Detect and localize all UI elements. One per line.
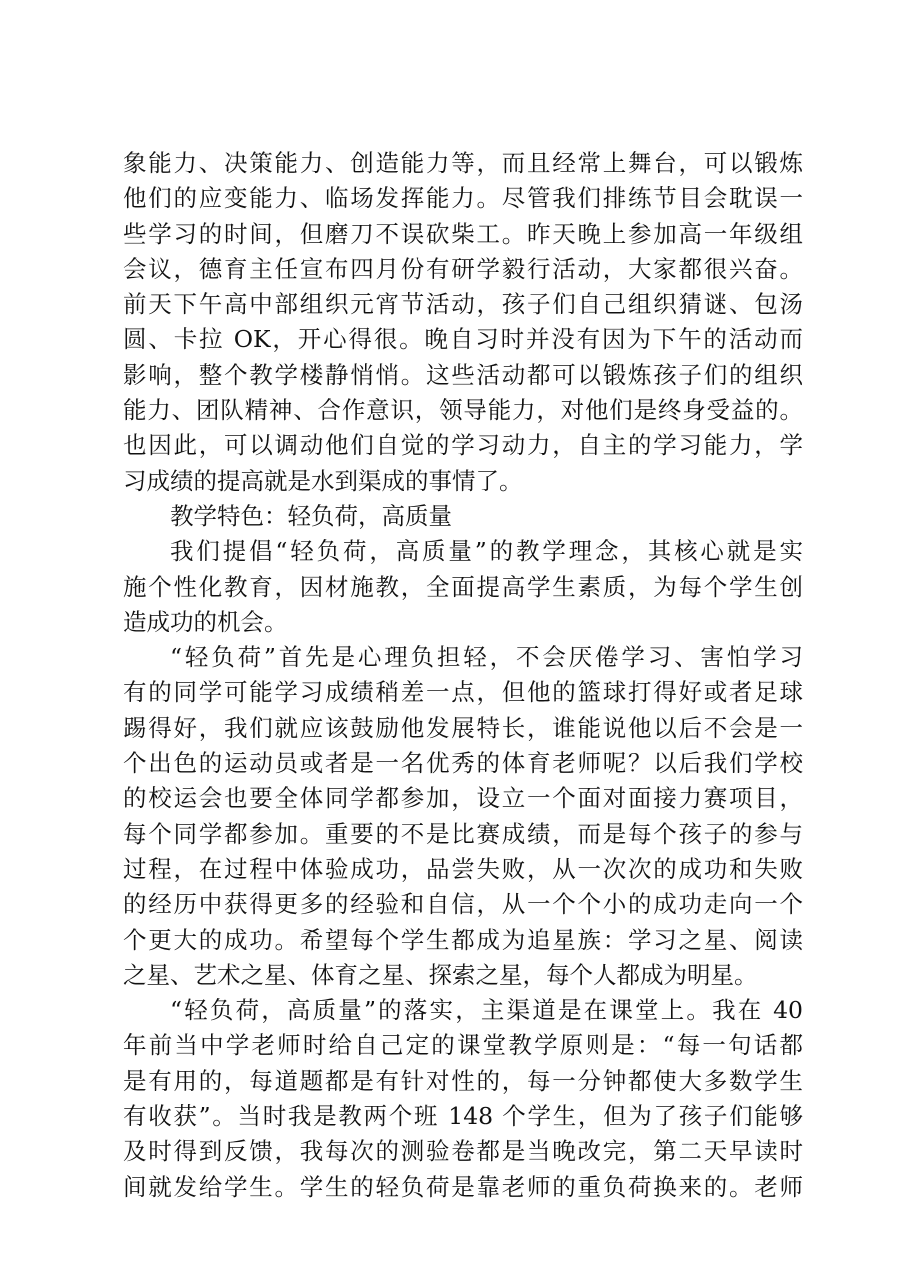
text-line: “轻负荷，高质量”的落实，主渠道是在课堂上。我在 40 <box>170 996 803 1025</box>
text-line: 的校运会也要全体同学都参加，设立一个面对面接力赛项目， <box>123 784 803 813</box>
text-line: 前天下午高中部组织元宵节活动，孩子们自己组织猜谜、包汤 <box>123 290 803 319</box>
text-line: 影响，整个教学楼静悄悄。这些活动都可以锻炼孩子们的组织 <box>123 360 803 389</box>
text-line: 之星、艺术之星、体育之星、探索之星，每个人都成为明星。 <box>123 960 758 989</box>
text-line: 是有用的，每道题都是有针对性的，每一分钟都使大多数学生 <box>123 1066 803 1095</box>
text-line: 能力、团队精神、合作意识，领导能力，对他们是终身受益的。 <box>123 396 803 425</box>
text-line: 年前当中学老师时给自己定的课堂教学原则是：“每一句话都 <box>123 1031 803 1060</box>
text-line: 个出色的运动员或者是一名优秀的体育老师呢？以后我们学校 <box>123 749 803 778</box>
text-line: 施个性化教育，因材施教，全面提高学生素质，为每个学生创 <box>123 572 803 601</box>
text-line: 我们提倡“轻负荷，高质量”的教学理念，其核心就是实 <box>170 537 803 566</box>
text-line: 习成绩的提高就是水到渠成的事情了。 <box>123 466 523 495</box>
text-line: 有的同学可能学习成绩稍差一点，但他的篮球打得好或者足球 <box>123 678 803 707</box>
text-line: 象能力、决策能力、创造能力等，而且经常上舞台，可以锻炼 <box>123 149 803 177</box>
text-line: 及时得到反馈，我每次的测验卷都是当晚改完，第二天早读时 <box>123 1137 803 1166</box>
text-line: 有收获”。当时我是教两个班 148 个学生，但为了孩子们能够 <box>123 1102 803 1131</box>
text-line: 过程，在过程中体验成功，品尝失败，从一次次的成功和失败 <box>123 854 803 883</box>
body-text <box>123 146 803 1205</box>
text-line: 会议，德育主任宣布四月份有研学毅行活动，大家都很兴奋。 <box>123 254 803 283</box>
text-line: 些学习的时间，但磨刀不误砍柴工。昨天晚上参加高一年级组 <box>123 219 803 248</box>
section-heading: 教学特色：轻负荷，高质量 <box>170 501 452 530</box>
text-line: 造成功的机会。 <box>123 607 288 636</box>
text-line: 的经历中获得更多的经验和自信，从一个个小的成功走向一个 <box>123 890 803 919</box>
text-line: 个更大的成功。希望每个学生都成为追星族：学习之星、阅读 <box>123 925 803 954</box>
text-line: 他们的应变能力、临场发挥能力。尽管我们排练节目会耽误一 <box>123 184 803 213</box>
text-line: 间就发给学生。学生的轻负荷是靠老师的重负荷换来的。老师 <box>123 1172 803 1201</box>
text-line: 踢得好，我们就应该鼓励他发展特长，谁能说他以后不会是一 <box>123 713 803 742</box>
text-line: 圆、卡拉 OK，开心得很。晚自习时并没有因为下午的活动而 <box>123 325 803 354</box>
text-line: “轻负荷”首先是心理负担轻，不会厌倦学习、害怕学习 <box>170 643 803 672</box>
text-line: 也因此，可以调动他们自觉的学习动力，自主的学习能力，学 <box>123 431 803 460</box>
text-line: 每个同学都参加。重要的不是比赛成绩，而是每个孩子的参与 <box>123 819 803 848</box>
